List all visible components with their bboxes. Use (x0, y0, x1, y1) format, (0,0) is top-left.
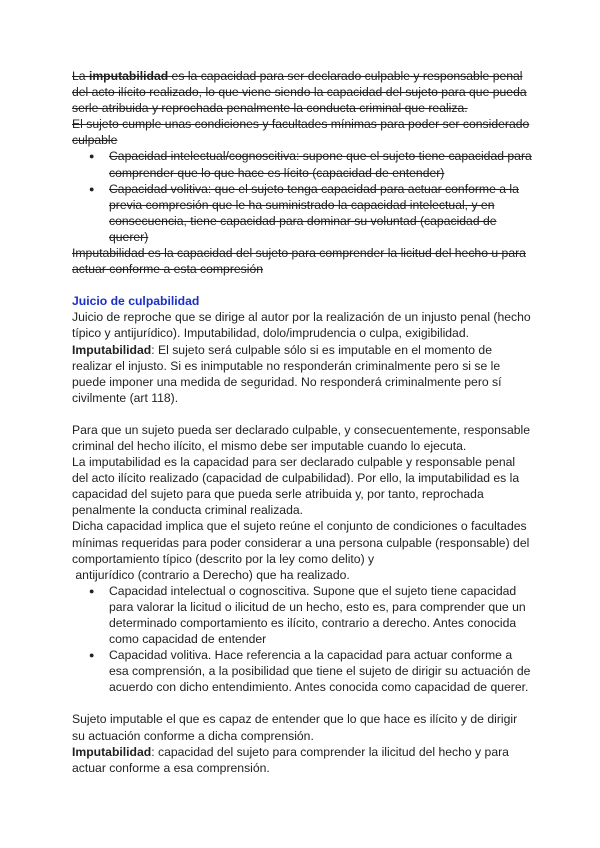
struck-p1-pre: La (72, 69, 89, 83)
final-text: : capacidad del sujeto para comprender la ilicitud del hecho y para actuar conforme a esa comprensión. (72, 744, 509, 775)
struck-bullet-1: ● Capacidad intelectual/cognoscitiva: supone que el sujeto tiene capacidad para comprender que lo que hace es lícito (capacidad de entender) (109, 148, 532, 180)
final-label: Imputabilidad (72, 744, 152, 759)
struck-p1-post: es la capacidad para ser declarado culpable y responsable penal del acto ilícito realizado, lo que viene siendo la capacidad del sujeto para que pueda serle atribuida y reprochada penalmente la conducta criminal que realiza. (72, 69, 527, 116)
paragraph-2: La imputabilidad es la capacidad para ser declarado culpable y responsable penal del acto ilícito realizado (capacidad de culpabilidad). Por ello, la imputabilidad es la capacidad del sujeto para que pueda serle atribuida y, por tanto, reprochada penalmente la conducta criminal realizada. (72, 455, 520, 518)
imputabilidad-text: : El sujeto será culpable sólo si es imputable en el momento de realizar el injusto. Si es inimputable no responderán criminalmente pero si se le puede imponer una medida de seguridad. No responderá criminalmente pero sí civilmente (art 118). (72, 342, 502, 405)
struck-bullet-2: ● Capacidad volitiva: que el sujeto tenga capacidad para actuar conforme a la previa compresión que le ha suministrado la capacidad intelectual, y en consecuencia, tiene capacidad para dominar su voluntad (capacidad de querer) (109, 181, 532, 245)
paragraph-3: Dicha capacidad implica que el sujeto reúne el conjunto de condiciones o facultades mínimas requeridas para poder considerar a una persona culpable (responsable) del comportamiento típico (descrito por la ley como delito) y (72, 519, 530, 566)
paragraph-4: antijurídico (contrario a Derecho) que ha realizado. (72, 567, 350, 582)
imputabilidad-label: Imputabilidad (72, 342, 152, 357)
struck-paragraph-1 (72, 68, 532, 116)
bullet-1: ● Capacidad intelectual o cognoscitiva. Supone que el sujeto tiene capacidad para valorar la licitud o ilicitud de un hecho, esto es, para comprender que un determinado comportamiento es ilícito, contrario a derecho. Antes conocida como capacidad de entender (109, 583, 532, 647)
struck-paragraph-2: El sujeto cumple unas condiciones y facultades mínimas para poder ser considerado culpable (72, 117, 530, 148)
spacer (72, 695, 532, 711)
imputabilidad-paragraph (72, 342, 532, 406)
struck-p1-bold: imputabilidad (88, 69, 169, 83)
paragraph-5: Sujeto imputable el que es capaz de entender que lo que hace es ilícito y de dirigir su actuación conforme a dicha comprensión. (72, 712, 518, 743)
bullet-list (72, 583, 532, 696)
paragraph-1: Para que un sujeto pueda ser declarado culpable, y consecuentemente, responsable criminal del hecho ilícito, el mismo debe ser imputable cuando lo ejecuta. (72, 422, 531, 453)
final-paragraph (72, 744, 532, 776)
bullet-2: ● Capacidad volitiva. Hace referencia a la capacidad para actuar conforme a esa comprensión, a la posibilidad que tiene el sujeto de dirigir su actuación de acuerdo con dicho entendimiento. Antes conocida como capacidad de querer. (109, 647, 532, 695)
struck-paragraph-3: Imputabilidad es la capacidad del sujeto para comprender la licitud del hecho u para actuar conforme a esta compresión (72, 246, 526, 277)
spacer (72, 406, 532, 422)
document-page (72, 68, 532, 776)
struck-bullet-list (72, 148, 532, 245)
intro-paragraph: Juicio de reproche que se dirige al autor por la realización de un injusto penal (hecho típico y antijurídico). Imputabilidad, dolo/imprudencia o culpa, exigibilidad. (72, 310, 531, 341)
section-heading: Juicio de culpabilidad (72, 294, 200, 309)
